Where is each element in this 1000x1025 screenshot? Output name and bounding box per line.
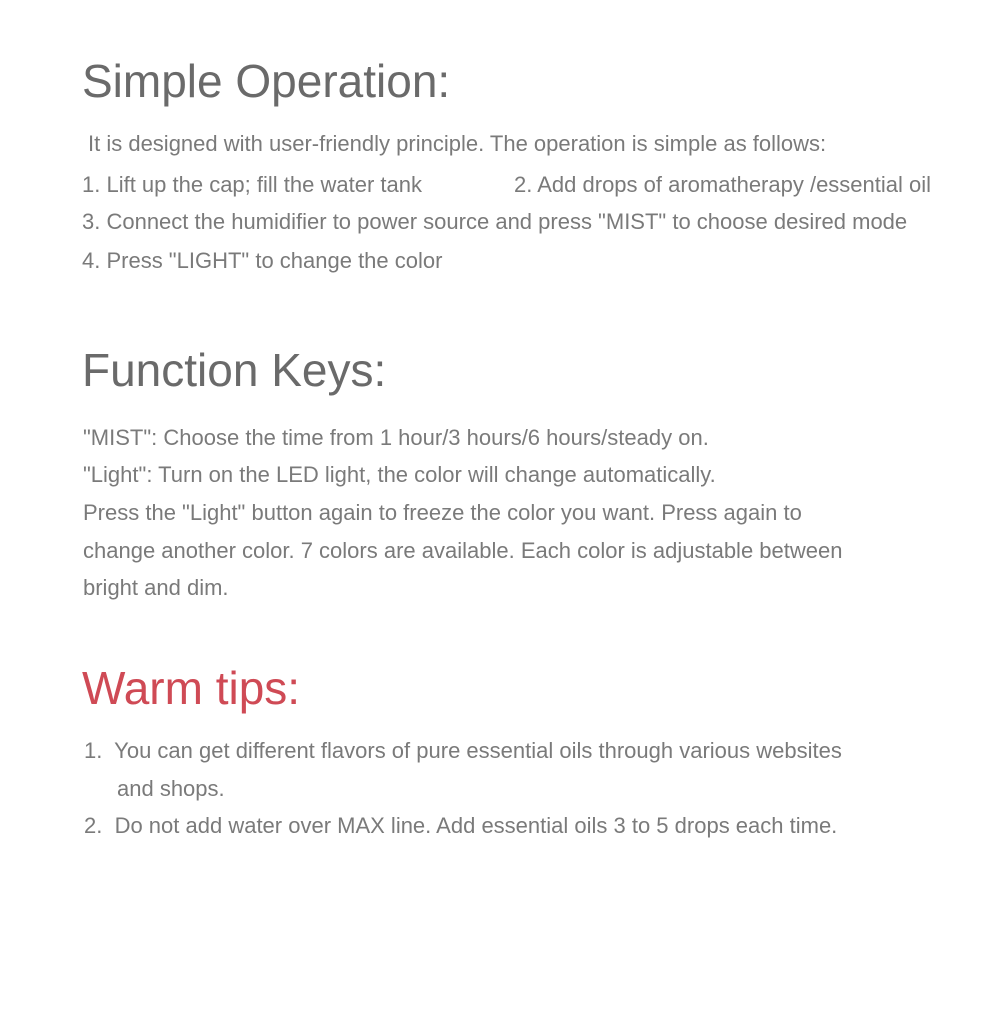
function-keys-line: "Light": Turn on the LED light, the color will change automatically. bbox=[83, 462, 716, 487]
warm-tip-1: 1. You can get different flavors of pure essential oils through various websites bbox=[84, 738, 842, 763]
operation-intro: It is designed with user-friendly principle. The operation is simple as follows: bbox=[88, 131, 827, 156]
operation-step-4: 4. Press "LIGHT" to change the color bbox=[82, 248, 443, 273]
warm-tip-2: 2. Do not add water over MAX line. Add essential oils 3 to 5 drops each time. bbox=[84, 813, 838, 838]
function-keys-line: "MIST": Choose the time from 1 hour/3 hours/6 hours/steady on. bbox=[83, 425, 709, 450]
function-keys-line: bright and dim. bbox=[83, 575, 229, 600]
function-keys-line: Press the "Light" button again to freeze the color you want. Press again to bbox=[83, 500, 802, 525]
simple-operation-heading: Simple Operation: bbox=[82, 55, 451, 107]
operation-step-1: 1. Lift up the cap; fill the water tank bbox=[82, 172, 422, 197]
operation-step-2: 2. Add drops of aromatherapy /essential oil bbox=[514, 172, 932, 197]
warm-tip-1-continued: and shops. bbox=[117, 776, 225, 801]
warm-tips-heading: Warm tips: bbox=[82, 662, 301, 714]
function-keys-heading: Function Keys: bbox=[82, 344, 387, 396]
function-keys-line: change another color. 7 colors are available. Each color is adjustable between bbox=[83, 538, 843, 563]
operation-step-3: 3. Connect the humidifier to power source and press "MIST" to choose desired mode bbox=[82, 209, 908, 234]
